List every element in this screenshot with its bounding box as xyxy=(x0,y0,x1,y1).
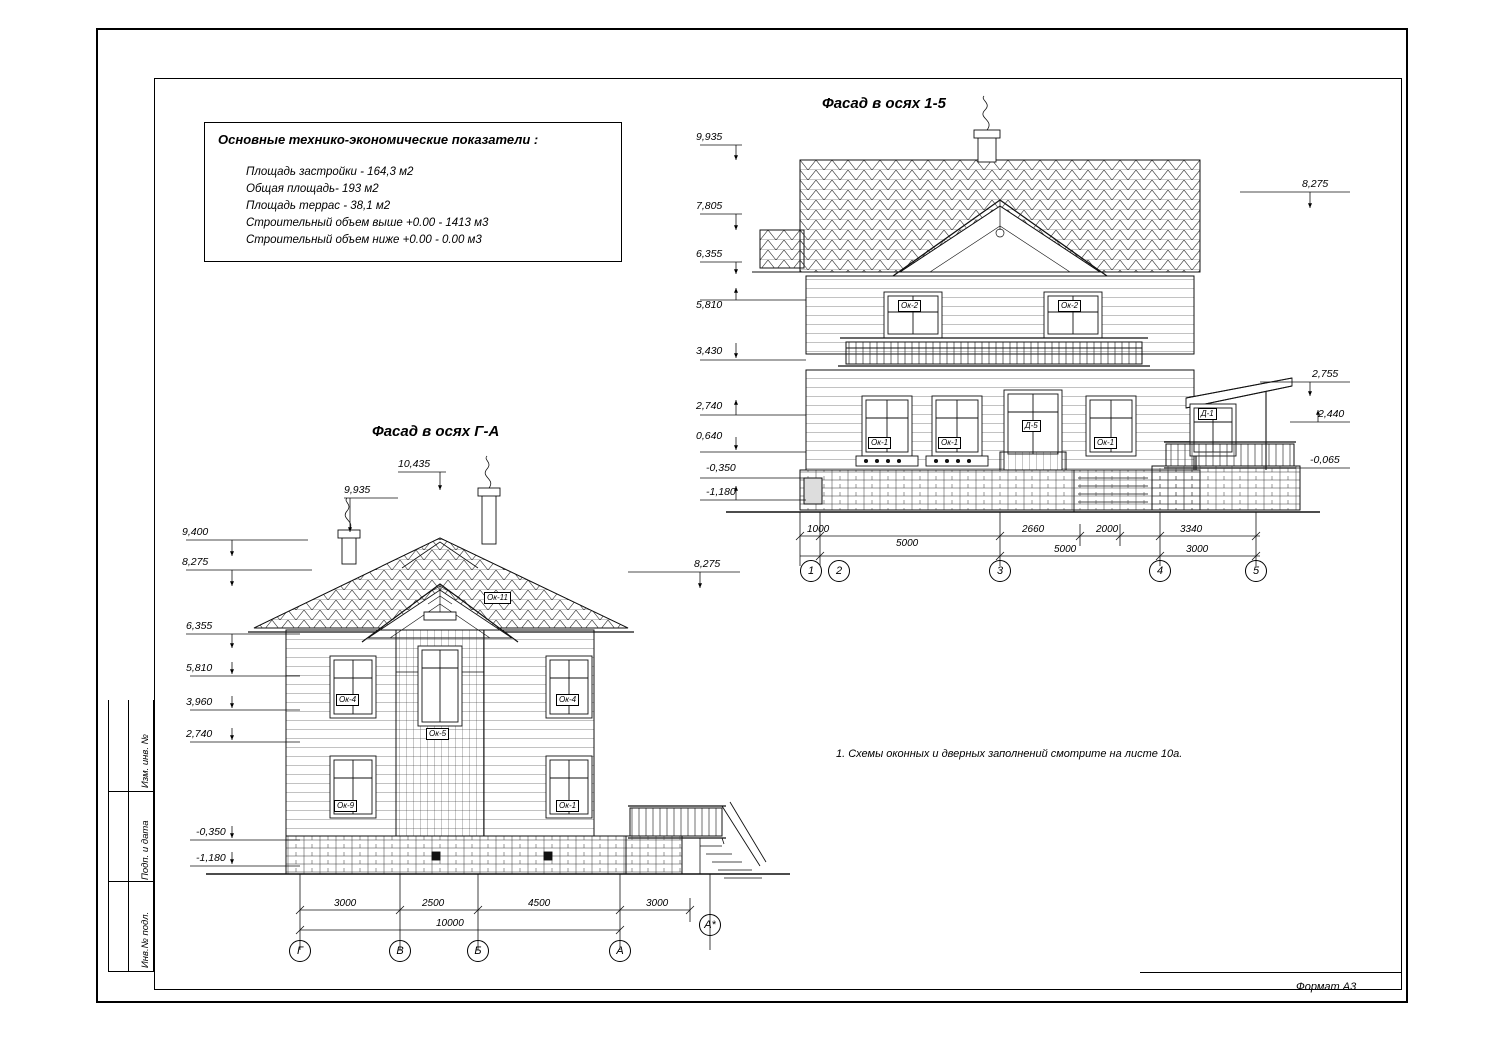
level-ga-7: -1,180 xyxy=(196,852,226,864)
axis-a: А xyxy=(609,940,631,962)
level-ga-1: 8,275 xyxy=(182,556,209,568)
tei-title: Основные технико-экономические показатели : xyxy=(218,132,539,147)
window-tag-ok5: Ок-5 xyxy=(426,728,449,740)
window-tag-ok11: Ок-11 xyxy=(484,592,511,604)
level-ga-5: 2,740 xyxy=(186,728,213,740)
dim-15-u4: 3340 xyxy=(1180,524,1203,535)
window-tag-ok1-ga: Ок-1 xyxy=(556,800,579,812)
dim-ga-3: 3000 xyxy=(646,898,669,909)
level-ga-t1: 9,935 xyxy=(344,484,371,496)
level-15-3: 5,810 xyxy=(696,299,723,311)
level-15-7: -0,350 xyxy=(706,462,736,474)
facade-ga-title: Фасад в осях Г-А xyxy=(372,423,500,440)
axis-1: 1 xyxy=(800,560,822,582)
dim-15-u0: 1000 xyxy=(807,524,830,535)
level-15-r2: 2,440 xyxy=(1318,408,1345,420)
axis-2: 2 xyxy=(828,560,850,582)
window-tag-ok1-b: Ок-1 xyxy=(938,437,961,449)
level-ga-6: -0,350 xyxy=(196,826,226,838)
level-15-4: 3,430 xyxy=(696,345,723,357)
level-15-2: 6,355 xyxy=(696,248,723,260)
axis-g: Г xyxy=(289,940,311,962)
side-label-izm: Изм. инв. № xyxy=(140,734,151,788)
window-tag-ok1-c: Ок-1 xyxy=(1094,437,1117,449)
side-label-inv: Инв.№ подл. xyxy=(140,911,151,968)
tei-item-2: Площадь террас - 38,1 м2 xyxy=(246,200,391,212)
tei-item-1: Общая площадь- 193 м2 xyxy=(246,183,379,195)
level-ga-0: 9,400 xyxy=(182,526,209,538)
general-note: 1. Схемы оконных и дверных заполнений смотрите на листе 10а. xyxy=(836,748,1183,760)
level-ga-t0: 10,435 xyxy=(398,458,431,470)
dim-15-u1: 5000 xyxy=(896,538,919,549)
dim-15-l1: 3000 xyxy=(1186,544,1209,555)
tei-item-4: Строительный объем ниже +0.00 - 0.00 м3 xyxy=(246,234,482,246)
window-tag-ok4-a: Ок-4 xyxy=(336,694,359,706)
dim-15-u3: 2000 xyxy=(1096,524,1119,535)
dim-ga-2: 4500 xyxy=(528,898,551,909)
level-15-5: 2,740 xyxy=(696,400,723,412)
axis-3: 3 xyxy=(989,560,1011,582)
dim-ga-total: 10000 xyxy=(436,918,464,929)
dim-15-u2: 2660 xyxy=(1022,524,1045,535)
window-tag-ok2-a: Ок-2 xyxy=(898,300,921,312)
level-15-r1: 2,755 xyxy=(1312,368,1339,380)
facade-15-title: Фасад в осях 1-5 xyxy=(822,95,946,112)
door-tag-d1: Д-1 xyxy=(1198,408,1217,420)
dim-ga-1: 2500 xyxy=(422,898,445,909)
tei-item-0: Площадь застройки - 164,3 м2 xyxy=(246,166,414,178)
axis-v: В xyxy=(389,940,411,962)
level-ga-2: 6,355 xyxy=(186,620,213,632)
window-tag-ok9: Ок-9 xyxy=(334,800,357,812)
dim-15-l0: 5000 xyxy=(1054,544,1077,555)
door-tag-d5: Д-5 xyxy=(1022,420,1041,432)
axis-4: 4 xyxy=(1149,560,1171,582)
level-ga-4: 3,960 xyxy=(186,696,213,708)
level-15-0: 9,935 xyxy=(696,131,723,143)
level-15-r3: -0,065 xyxy=(1310,454,1340,466)
side-label-podp: Подп. и дата xyxy=(140,820,151,880)
window-tag-ok1-a: Ок-1 xyxy=(868,437,891,449)
level-15-8: -1,180 xyxy=(706,486,736,498)
window-tag-ok2-b: Ок-2 xyxy=(1058,300,1081,312)
format-label: Формат А3 xyxy=(1296,981,1357,993)
level-15-6: 0,640 xyxy=(696,430,723,442)
dim-ga-0: 3000 xyxy=(334,898,357,909)
window-tag-ok4-b: Ок-4 xyxy=(556,694,579,706)
level-ga-r0: 8,275 xyxy=(694,558,721,570)
level-15-r0: 8,275 xyxy=(1302,178,1329,190)
tei-item-3: Строительный объем выше +0.00 - 1413 м3 xyxy=(246,217,489,229)
level-ga-3: 5,810 xyxy=(186,662,213,674)
axis-5: 5 xyxy=(1245,560,1267,582)
axis-a-star: А* xyxy=(699,914,721,936)
axis-b: Б xyxy=(467,940,489,962)
level-15-1: 7,805 xyxy=(696,200,723,212)
